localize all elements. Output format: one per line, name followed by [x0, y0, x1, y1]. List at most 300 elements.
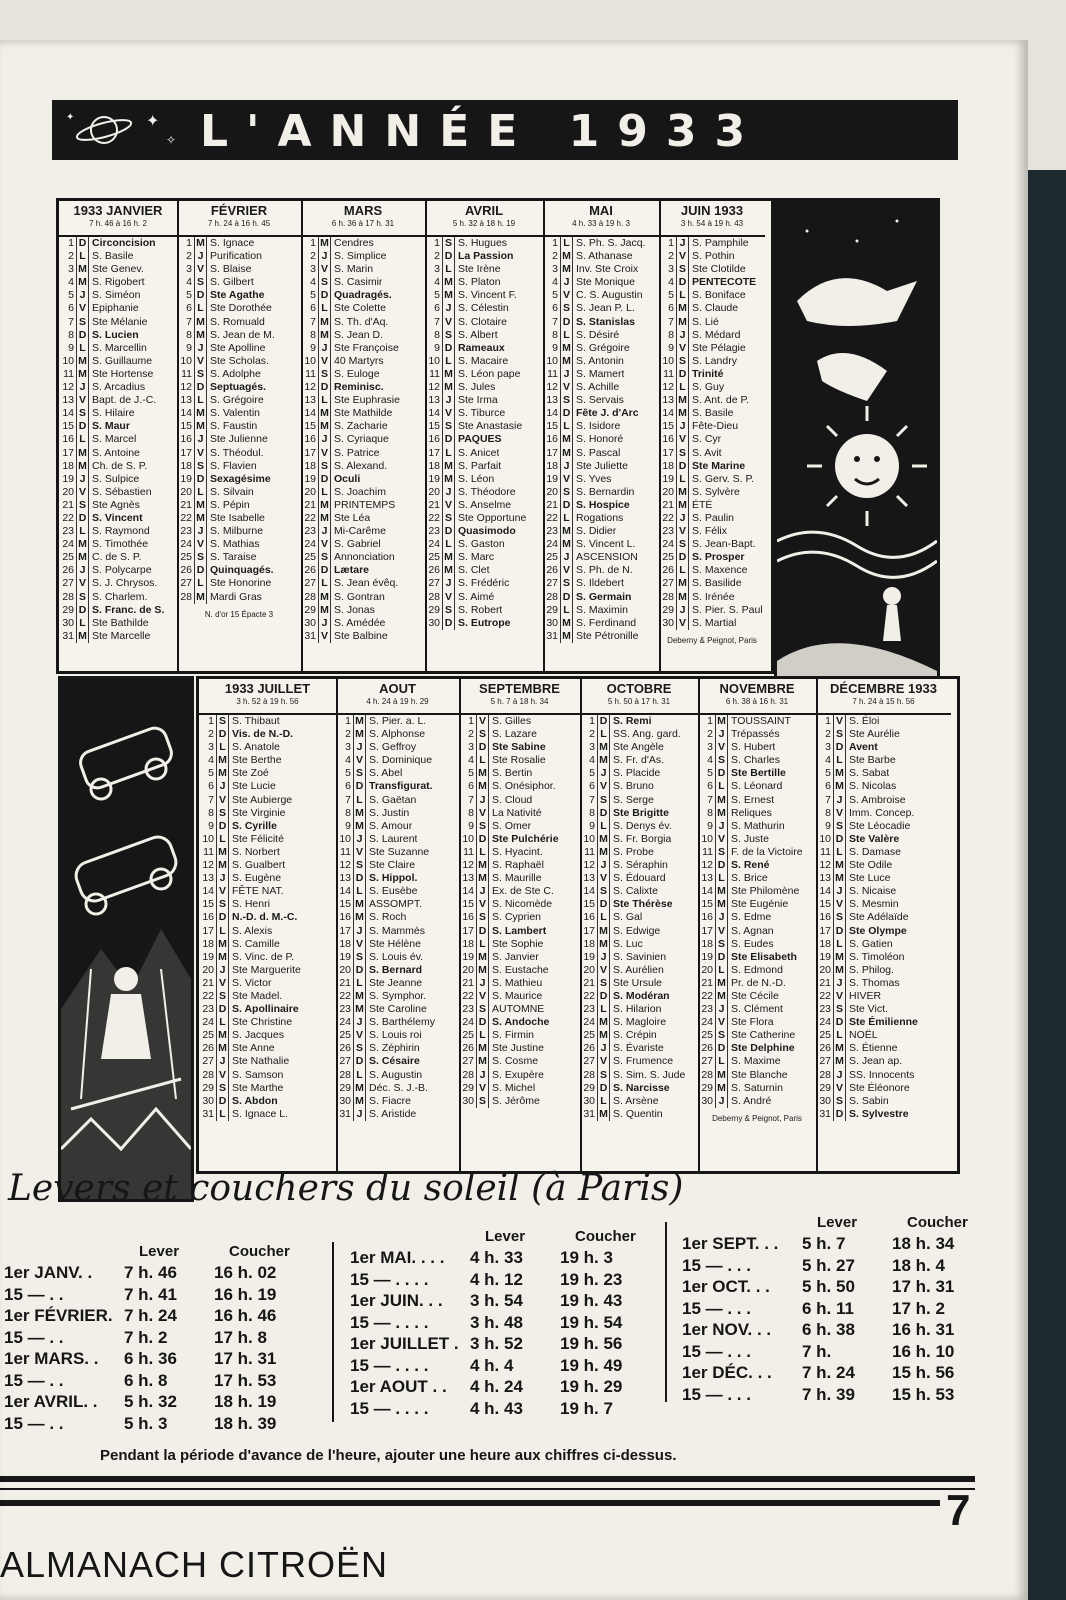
day-row	[177, 355, 301, 368]
day-number: 17	[546, 446, 558, 459]
weekday-letter: V	[442, 591, 455, 604]
saint-name: Ste Marguerite	[232, 963, 301, 976]
saint-name: Oculi	[334, 472, 361, 485]
sunrise-time: 7 h. 24	[124, 1306, 177, 1325]
weekday-letter: D	[318, 381, 331, 394]
saint-name: HIVER	[849, 989, 882, 1002]
day-number: 10	[202, 832, 214, 845]
saint-name: S. Gualbert	[232, 859, 286, 872]
weekday-letter: S	[676, 447, 689, 460]
weekday-letter: V	[833, 898, 846, 911]
weekday-letter: S	[216, 715, 229, 728]
saint-name: Ste Christine	[232, 1016, 293, 1029]
day-number: 13	[304, 394, 316, 407]
day-row	[659, 538, 765, 551]
day-number: 30	[662, 616, 674, 629]
weekday-letter: L	[194, 394, 207, 407]
day-number: 6	[186, 302, 192, 315]
sunrise-time: 5 h. 3	[124, 1413, 168, 1433]
saint-name: 40 Martyrs	[334, 354, 384, 367]
day-number: 5	[707, 767, 713, 780]
weekday-letter: D	[76, 420, 89, 433]
day-row	[459, 951, 580, 964]
saint-name: S. Rigobert	[92, 276, 145, 289]
day-number: 25	[662, 551, 674, 564]
day-number: 12	[546, 381, 558, 394]
weekday-letter: J	[833, 885, 846, 898]
saint-name: S. Didier	[576, 525, 617, 538]
svg-text:✧: ✧	[166, 133, 177, 147]
day-row	[698, 1042, 816, 1055]
sun-time-row	[682, 1276, 972, 1298]
day-number: 21	[462, 976, 474, 989]
weekday-letter: S	[76, 499, 89, 512]
day-row	[580, 925, 698, 938]
day-row	[580, 780, 698, 793]
saint-name: Mardi Gras	[210, 590, 262, 603]
saint-name: Ste Sophie	[492, 937, 544, 950]
weekday-letter: L	[476, 938, 489, 951]
day-row	[425, 525, 543, 538]
weekday-letter: V	[318, 263, 331, 276]
day-number: 15	[202, 898, 214, 911]
day-number: 23	[339, 1003, 351, 1016]
day-number: 19	[701, 950, 713, 963]
month-sun-times: 7 h. 24 à 16 h. 45	[207, 219, 271, 229]
saint-name: S. Platon	[458, 276, 501, 289]
saint-name: S. Désiré	[576, 328, 620, 341]
day-number: 22	[546, 511, 558, 524]
weekday-letter: J	[216, 780, 229, 793]
weekday-letter: V	[715, 1016, 728, 1029]
saint-name: S. Placide	[613, 767, 661, 780]
weekday-letter: L	[560, 420, 573, 433]
weekday-letter: V	[442, 499, 455, 512]
saint-name: Ste Aurélie	[849, 728, 900, 741]
day-row	[59, 237, 177, 250]
day-row	[59, 316, 177, 329]
month-name: DÉCEMBRE 1933	[830, 681, 937, 696]
saint-name: Ste Eugénie	[731, 898, 789, 911]
sun-times-column	[350, 1228, 640, 1419]
weekday-letter: D	[676, 551, 689, 564]
day-number: 5	[208, 767, 214, 780]
date-label: 1er MAI. . . .	[350, 1248, 445, 1267]
footer-rule	[0, 1500, 940, 1506]
day-number: 20	[428, 485, 440, 498]
weekday-letter: V	[353, 754, 366, 767]
day-row	[336, 767, 459, 780]
day-row	[199, 1003, 336, 1016]
weekday-letter: S	[715, 938, 728, 951]
saint-name: S. Hospice	[576, 498, 630, 511]
weekday-letter: M	[715, 885, 728, 898]
spacer	[682, 1214, 817, 1231]
day-row	[177, 302, 301, 315]
saint-name: S. Hubert	[731, 741, 776, 754]
saint-name: S. Jacques	[232, 1029, 284, 1042]
day-number: 31	[62, 629, 74, 642]
day-row	[698, 1082, 816, 1095]
weekday-letter: L	[833, 1029, 846, 1042]
saint-name: S. Aimé	[458, 590, 495, 603]
weekday-letter: J	[597, 859, 610, 872]
day-row	[301, 577, 425, 590]
month-column	[59, 201, 179, 671]
day-row	[425, 460, 543, 473]
saint-name: S. Étienne	[849, 1042, 898, 1055]
day-row	[580, 872, 698, 885]
weekday-letter: J	[833, 1069, 846, 1082]
weekday-letter: V	[318, 355, 331, 368]
day-row	[301, 617, 425, 630]
day-row	[659, 525, 765, 538]
weekday-letter: L	[715, 780, 728, 793]
weekday-letter: M	[676, 316, 689, 329]
sun-time-row	[4, 1262, 294, 1284]
weekday-letter: M	[560, 538, 573, 551]
weekday-letter: S	[76, 316, 89, 329]
day-number: 5	[468, 767, 474, 780]
day-number: 16	[428, 433, 440, 446]
saint-name: S. Maximin	[576, 603, 628, 616]
day-number: 11	[340, 845, 351, 858]
day-number: 26	[304, 564, 316, 577]
weekday-letter: D	[216, 1003, 229, 1016]
saint-name: Mi-Carême	[334, 525, 386, 538]
day-row	[59, 512, 177, 525]
day-row	[659, 420, 765, 433]
weekday-letter: S	[194, 276, 207, 289]
saint-name: Ste Félicité	[232, 832, 284, 845]
month-column	[816, 679, 951, 1171]
day-number: 26	[62, 564, 74, 577]
saint-name: S. Jérôme	[492, 1094, 540, 1107]
day-row	[816, 741, 951, 754]
date-label: 1er SEPT. . .	[682, 1234, 779, 1253]
day-row	[59, 538, 177, 551]
day-number: 27	[202, 1055, 214, 1068]
day-number: 30	[701, 1094, 713, 1107]
day-number: 17	[662, 446, 674, 459]
spacer	[350, 1228, 485, 1245]
saint-name: S. Edwige	[613, 924, 661, 937]
saint-name: S. Hippol.	[369, 872, 418, 885]
sun-time-row	[350, 1355, 640, 1377]
weekday-letter: M	[76, 551, 89, 564]
saint-name: S. Pier. S. Paul	[692, 603, 763, 616]
day-number: 4	[552, 276, 558, 289]
day-number: 4	[208, 754, 214, 767]
day-row	[199, 741, 336, 754]
weekday-letter: M	[442, 381, 455, 394]
day-row	[816, 767, 951, 780]
day-number: 18	[339, 937, 351, 950]
saint-name: Fête J. d'Arc	[576, 407, 639, 420]
saint-name: ASSOMPT.	[369, 898, 423, 911]
saint-name: Ste Irène	[458, 263, 501, 276]
day-number: 15	[428, 420, 440, 433]
saint-name: S. Gontran	[334, 590, 385, 603]
sun-times-heading: Levers et couchers du soleil (à Paris)	[8, 1168, 684, 1209]
day-number: 17	[819, 924, 831, 937]
saint-name: S. Sabat	[849, 767, 890, 780]
day-row	[816, 754, 951, 767]
saint-name: S. Ernest	[731, 793, 775, 806]
day-row	[659, 577, 765, 590]
day-number: 27	[701, 1055, 713, 1068]
day-row	[336, 872, 459, 885]
weekday-letter: M	[560, 630, 573, 643]
month-sun-times: 7 h. 24 à 15 h. 56	[852, 697, 915, 707]
weekday-letter: D	[597, 1082, 610, 1095]
weekday-letter: M	[476, 872, 489, 885]
month-sun-times: 5 h. 32 à 18 h. 19	[452, 219, 516, 229]
sunrise-time: 4 h. 12	[470, 1269, 523, 1289]
saint-name: S. Pamphile	[692, 237, 749, 249]
day-row	[336, 911, 459, 924]
day-number: 2	[208, 728, 214, 741]
day-row	[336, 833, 459, 846]
day-number: 30	[546, 616, 558, 629]
day-number: 21	[180, 498, 192, 511]
saint-name: Ste Justine	[492, 1042, 544, 1055]
day-number: 23	[62, 525, 74, 538]
lever-label: Lever	[139, 1243, 180, 1260]
day-row	[543, 237, 659, 250]
day-row	[59, 407, 177, 420]
saint-name: S. Basile	[692, 407, 734, 420]
day-number: 8	[552, 328, 558, 341]
day-row	[659, 342, 765, 355]
day-row	[580, 990, 698, 1003]
day-number: 20	[662, 485, 674, 498]
saint-name: S. Hyacint.	[492, 845, 543, 858]
day-row	[199, 807, 336, 820]
weekday-letter: D	[560, 591, 573, 604]
day-row	[336, 741, 459, 754]
day-number: 2	[434, 250, 440, 263]
day-number: 4	[825, 754, 831, 767]
day-number: 28	[180, 590, 192, 603]
day-number: 18	[304, 459, 316, 472]
day-row	[543, 407, 659, 420]
weekday-letter: L	[318, 394, 331, 407]
day-row	[816, 951, 951, 964]
day-number: 17	[339, 924, 351, 937]
day-row	[698, 1016, 816, 1029]
saint-name: Rogations	[576, 511, 624, 524]
day-number: 6	[825, 780, 831, 793]
saint-name: Ste Apolline	[210, 341, 266, 354]
weekday-letter: M	[715, 1069, 728, 1082]
saint-name: S. Faustin	[210, 420, 258, 433]
month-column	[580, 679, 700, 1171]
saint-name: S. Sébastien	[92, 485, 152, 498]
saint-name: S. Nicaise	[849, 885, 897, 898]
almanac-title: ALMANACH CITROËN	[0, 1544, 389, 1585]
day-number: 8	[186, 328, 192, 341]
month-sun-times: 4 h. 33 à 19 h. 3	[572, 219, 630, 229]
day-row	[301, 486, 425, 499]
day-number: 20	[180, 485, 192, 498]
saint-name: S. Gilles	[492, 715, 532, 727]
day-number: 17	[304, 446, 316, 459]
svg-text:✦: ✦	[146, 113, 160, 130]
saint-name: Avent	[849, 741, 878, 754]
day-number: 25	[202, 1029, 214, 1042]
day-number: 31	[339, 1107, 351, 1120]
saint-name: Ste Irma	[458, 394, 498, 407]
day-number: 31	[583, 1107, 595, 1120]
saint-name: S. Ant. de P.	[692, 394, 750, 407]
day-number: 26	[180, 564, 192, 577]
saint-name: Quinquagés.	[210, 564, 274, 577]
month-name: FÉVRIER	[210, 203, 268, 218]
saint-name: S. Achille	[576, 381, 620, 394]
day-number: 5	[310, 289, 316, 302]
saint-name: Ste Dorothée	[210, 302, 272, 315]
day-number: 21	[202, 976, 214, 989]
weekday-letter: V	[476, 898, 489, 911]
month-name: MARS	[343, 203, 383, 218]
saint-name: S. Quentin	[613, 1107, 663, 1120]
day-row	[301, 499, 425, 512]
weekday-letter: M	[597, 925, 610, 938]
day-row	[199, 794, 336, 807]
saint-name: S. Maurice	[492, 989, 543, 1002]
day-row	[425, 420, 543, 433]
saint-name: S. Théodore	[458, 485, 516, 498]
saint-name: S. Frédéric	[458, 577, 510, 590]
sunset-time: 19 h. 54	[560, 1312, 623, 1332]
day-row	[425, 263, 543, 276]
day-number: 16	[819, 911, 831, 924]
day-number: 24	[701, 1016, 713, 1029]
day-row	[459, 977, 580, 990]
day-number: 25	[304, 551, 316, 564]
day-row	[659, 302, 765, 315]
weekday-letter: M	[833, 951, 846, 964]
day-row	[659, 329, 765, 342]
day-number: 22	[180, 511, 192, 524]
saint-name: S. Vincent L.	[576, 538, 636, 551]
weekday-letter: D	[194, 289, 207, 302]
weekday-letter: V	[597, 964, 610, 977]
saint-name: S. Denys év.	[613, 819, 672, 832]
saint-name: Ste Isabelle	[210, 511, 265, 524]
saint-name: Ste Éléonore	[849, 1081, 910, 1094]
weekday-letter: D	[216, 1095, 229, 1108]
weekday-letter: S	[715, 754, 728, 767]
day-number: 27	[428, 577, 440, 590]
day-row	[59, 355, 177, 368]
day-number: 11	[429, 367, 440, 380]
saint-name: Ste Pétronille	[576, 629, 639, 642]
weekday-letter: D	[715, 767, 728, 780]
saint-name: S. Ferdinand	[576, 616, 637, 629]
day-row	[543, 512, 659, 525]
svg-text:✦: ✦	[66, 112, 75, 123]
saint-name: S. Fr. Borgia	[613, 832, 672, 845]
weekday-letter: V	[560, 473, 573, 486]
weekday-letter: V	[597, 780, 610, 793]
day-number: 6	[552, 302, 558, 315]
saint-name: Ste Mélanie	[92, 315, 148, 328]
sunrise-time: 4 h. 33	[470, 1248, 523, 1267]
weekday-letter: S	[353, 951, 366, 964]
weekday-letter: M	[76, 263, 89, 276]
saint-name: S. Pascal	[576, 446, 621, 459]
day-row	[698, 741, 816, 754]
saint-name: Ste Claire	[369, 859, 416, 872]
day-number: 28	[819, 1068, 831, 1081]
weekday-letter: M	[715, 990, 728, 1003]
saint-name: S. Remi	[613, 715, 652, 727]
saint-name: La Nativité	[492, 806, 542, 819]
saint-name: S. Casimir	[334, 276, 383, 289]
day-number: 15	[819, 898, 831, 911]
day-number: 29	[462, 1081, 474, 1094]
sun-time-row	[350, 1290, 640, 1312]
day-row	[459, 1055, 580, 1068]
date-label: 15 — . . . .	[350, 1355, 429, 1375]
day-number: 23	[202, 1003, 214, 1016]
saint-name: S. Charles	[731, 754, 781, 767]
saint-name: S. Marin	[334, 263, 374, 276]
sunrise-time: 3 h. 52	[470, 1334, 523, 1353]
saint-name: S. Raymond	[92, 525, 150, 538]
date-label: 15 — . .	[4, 1284, 64, 1304]
weekday-letter: L	[442, 355, 455, 368]
day-row	[336, 964, 459, 977]
day-row	[425, 355, 543, 368]
day-number: 24	[546, 538, 558, 551]
weekday-letter: V	[715, 925, 728, 938]
day-row	[459, 715, 580, 728]
day-number: 18	[819, 937, 831, 950]
day-row	[698, 1055, 816, 1068]
weekday-letter: J	[833, 977, 846, 990]
day-row	[59, 577, 177, 590]
weekday-letter: J	[833, 794, 846, 807]
weekday-letter: S	[442, 604, 455, 617]
day-row	[336, 820, 459, 833]
saint-name: S. Éloi	[849, 715, 880, 727]
day-number: 24	[202, 1016, 214, 1029]
saint-name: S. Eustache	[492, 963, 549, 976]
day-number: 25	[428, 551, 440, 564]
weekday-letter: M	[76, 538, 89, 551]
saint-name: S. Eudes	[731, 937, 774, 950]
day-number: 22	[583, 989, 595, 1002]
day-number: 6	[310, 302, 316, 315]
weekday-letter: V	[76, 394, 89, 407]
month-header	[177, 201, 301, 237]
day-row	[698, 872, 816, 885]
weekday-letter: M	[597, 754, 610, 767]
day-row	[59, 263, 177, 276]
weekday-letter: D	[560, 316, 573, 329]
day-number: 29	[304, 603, 316, 616]
sunrise-time: 5 h. 32	[124, 1392, 177, 1411]
saint-name: S. Léon	[458, 472, 495, 485]
weekday-letter: D	[676, 368, 689, 381]
day-row	[177, 276, 301, 289]
day-number: 6	[468, 780, 474, 793]
day-number: 4	[707, 754, 713, 767]
day-row	[543, 486, 659, 499]
